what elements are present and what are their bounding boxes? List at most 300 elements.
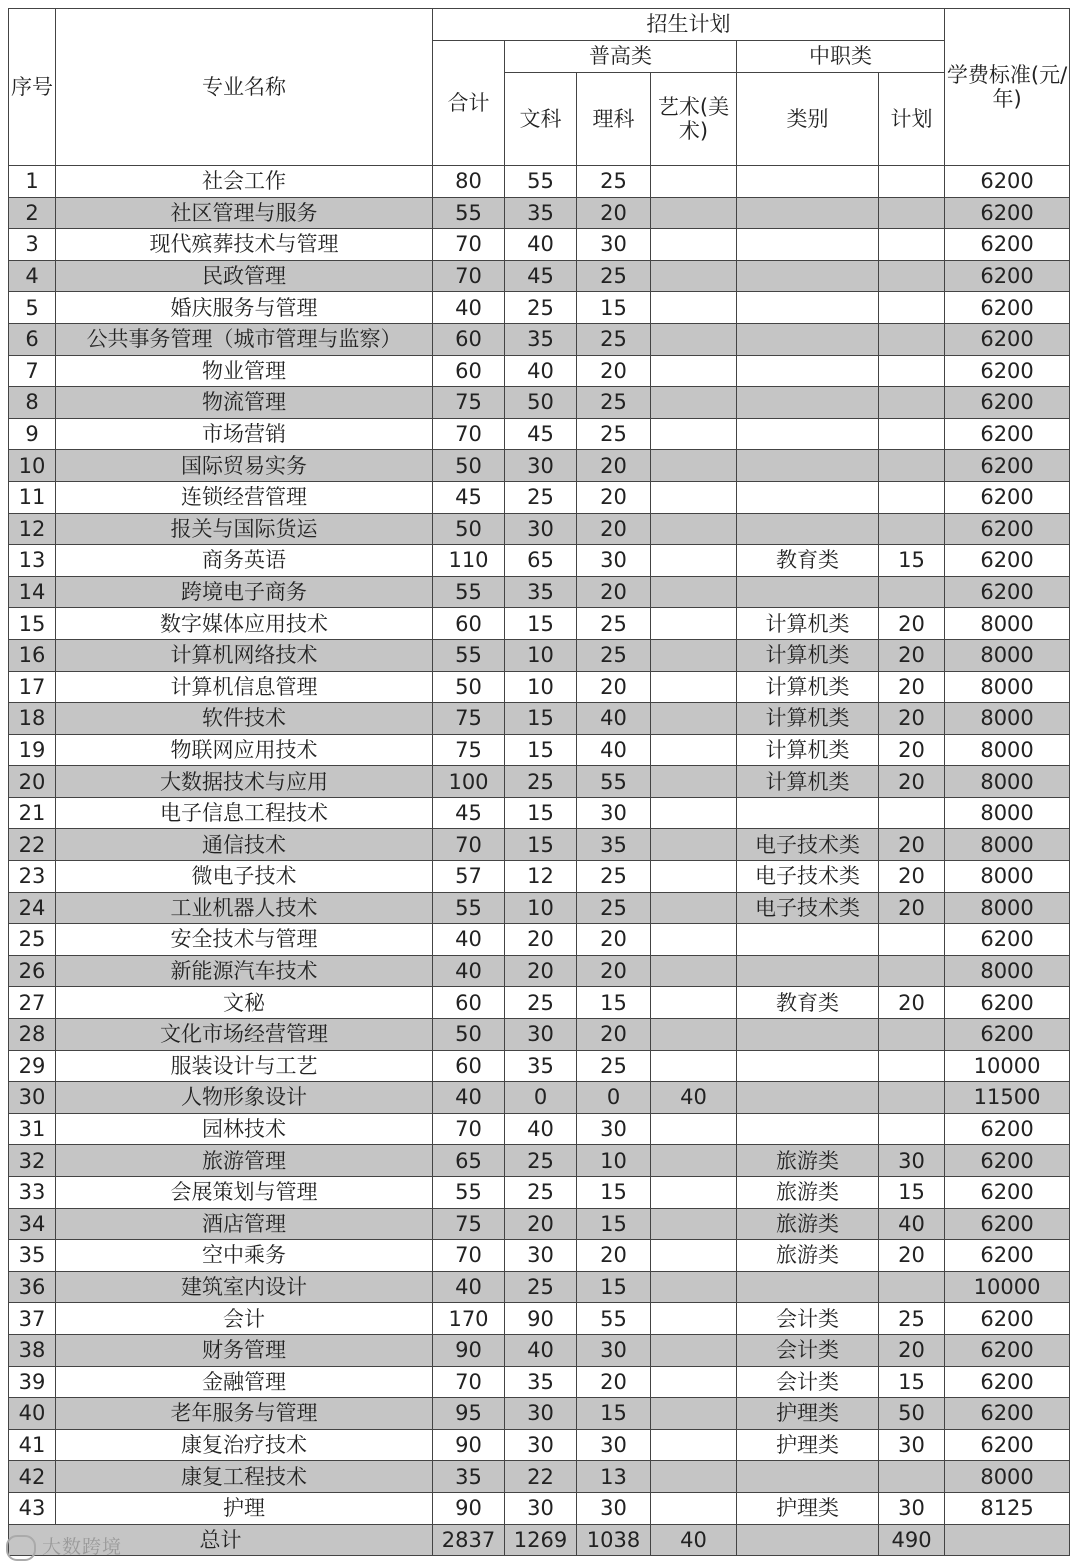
cell-science: 25 (577, 1050, 651, 1082)
cell-total: 55 (433, 576, 505, 608)
cell-no: 42 (9, 1461, 56, 1493)
cell-liberal: 30 (505, 450, 577, 482)
cell-category (737, 450, 879, 482)
cell-art (651, 734, 737, 766)
cell-fee: 8000 (945, 766, 1070, 798)
header-major: 专业名称 (56, 9, 433, 166)
cell-no: 26 (9, 955, 56, 987)
cell-art (651, 1240, 737, 1272)
cell-science: 20 (577, 1240, 651, 1272)
header-tuition: 学费标准(元/年) (945, 9, 1070, 166)
cell-plan: 25 (879, 1303, 945, 1335)
cell-category (737, 481, 879, 513)
cell-plan (879, 355, 945, 387)
cell-no: 7 (9, 355, 56, 387)
cell-major: 物联网应用技术 (56, 734, 433, 766)
cell-major: 旅游管理 (56, 1145, 433, 1177)
cell-category (737, 229, 879, 261)
cell-no: 31 (9, 1113, 56, 1145)
cell-category (737, 260, 879, 292)
cell-total: 75 (433, 703, 505, 735)
cell-major: 通信技术 (56, 829, 433, 861)
cell-no: 30 (9, 1082, 56, 1114)
cell-no: 32 (9, 1145, 56, 1177)
cell-liberal: 10 (505, 671, 577, 703)
cell-no: 35 (9, 1240, 56, 1272)
cell-fee: 8000 (945, 1461, 1070, 1493)
cell-plan: 30 (879, 1145, 945, 1177)
cell-fee: 6200 (945, 260, 1070, 292)
cell-science: 20 (577, 513, 651, 545)
cell-no: 25 (9, 924, 56, 956)
table-row (9, 639, 1070, 671)
cell-science: 40 (577, 734, 651, 766)
cell-total: 50 (433, 450, 505, 482)
cell-liberal: 40 (505, 229, 577, 261)
cell-major: 报关与国际货运 (56, 513, 433, 545)
cell-art (651, 1271, 737, 1303)
cell-science: 20 (577, 355, 651, 387)
cell-art (651, 513, 737, 545)
cell-category: 计算机类 (737, 766, 879, 798)
cell-fee: 8000 (945, 671, 1070, 703)
cell-no: 6 (9, 323, 56, 355)
cell-total: 75 (433, 1208, 505, 1240)
cell-science: 55 (577, 1303, 651, 1335)
cell-science: 13 (577, 1461, 651, 1493)
cell-major: 人物形象设计 (56, 1082, 433, 1114)
cell-total: 35 (433, 1461, 505, 1493)
cell-liberal: 25 (505, 766, 577, 798)
cell-major: 商务英语 (56, 545, 433, 577)
cell-no: 11 (9, 481, 56, 513)
cell-major: 老年服务与管理 (56, 1398, 433, 1430)
table-row (9, 924, 1070, 956)
cell-art (651, 355, 737, 387)
cell-science: 30 (577, 229, 651, 261)
cell-fee: 6200 (945, 292, 1070, 324)
cell-plan: 20 (879, 671, 945, 703)
totals-label: 总计 (9, 1524, 433, 1556)
cell-liberal: 25 (505, 987, 577, 1019)
cell-plan: 40 (879, 1208, 945, 1240)
cell-major: 公共事务管理（城市管理与监察） (56, 323, 433, 355)
cell-major: 计算机网络技术 (56, 639, 433, 671)
cell-total: 70 (433, 829, 505, 861)
cell-liberal: 0 (505, 1082, 577, 1114)
cell-fee: 10000 (945, 1050, 1070, 1082)
cell-science: 30 (577, 1334, 651, 1366)
cell-total: 55 (433, 1177, 505, 1209)
cell-fee: 6200 (945, 1240, 1070, 1272)
cell-art (651, 1366, 737, 1398)
cell-category: 会计类 (737, 1334, 879, 1366)
cell-art (651, 766, 737, 798)
cell-art (651, 387, 737, 419)
cell-plan (879, 513, 945, 545)
cell-fee: 8000 (945, 955, 1070, 987)
cell-major: 微电子技术 (56, 861, 433, 893)
cell-liberal: 25 (505, 1145, 577, 1177)
watermark-logo-icon (6, 1535, 36, 1561)
cell-liberal: 40 (505, 355, 577, 387)
cell-plan (879, 197, 945, 229)
cell-category (737, 1461, 879, 1493)
cell-total: 110 (433, 545, 505, 577)
cell-fee: 8000 (945, 703, 1070, 735)
cell-art (651, 1461, 737, 1493)
cell-liberal: 30 (505, 1492, 577, 1524)
cell-fee: 6200 (945, 387, 1070, 419)
cell-fee: 6200 (945, 1334, 1070, 1366)
table-row (9, 387, 1070, 419)
table-row (9, 1177, 1070, 1209)
cell-plan (879, 260, 945, 292)
cell-category (737, 355, 879, 387)
cell-major: 文秘 (56, 987, 433, 1019)
cell-plan: 15 (879, 1177, 945, 1209)
table-row (9, 1145, 1070, 1177)
cell-science: 55 (577, 766, 651, 798)
cell-plan (879, 1082, 945, 1114)
cell-no: 39 (9, 1366, 56, 1398)
cell-art (651, 166, 737, 198)
cell-fee: 6200 (945, 1303, 1070, 1335)
cell-total: 70 (433, 418, 505, 450)
cell-art (651, 703, 737, 735)
table-row (9, 166, 1070, 198)
cell-plan: 50 (879, 1398, 945, 1430)
cell-art (651, 955, 737, 987)
cell-fee: 8000 (945, 608, 1070, 640)
cell-fee: 6200 (945, 576, 1070, 608)
table-row (9, 734, 1070, 766)
cell-science: 15 (577, 292, 651, 324)
cell-major: 社会工作 (56, 166, 433, 198)
cell-liberal: 55 (505, 166, 577, 198)
cell-fee: 6200 (945, 418, 1070, 450)
cell-total: 80 (433, 166, 505, 198)
cell-no: 29 (9, 1050, 56, 1082)
header-art: 艺术(美术) (651, 73, 737, 166)
cell-fee: 8125 (945, 1492, 1070, 1524)
cell-fee: 6200 (945, 355, 1070, 387)
cell-total: 50 (433, 1019, 505, 1051)
cell-fee: 8000 (945, 892, 1070, 924)
table-row (9, 1271, 1070, 1303)
cell-category (737, 955, 879, 987)
totals-wen: 1269 (505, 1524, 577, 1556)
totals-plan: 490 (879, 1524, 945, 1556)
cell-no: 27 (9, 987, 56, 1019)
cell-plan (879, 323, 945, 355)
table-row (9, 955, 1070, 987)
cell-plan: 20 (879, 892, 945, 924)
totals-cat (737, 1524, 879, 1556)
cell-art (651, 1050, 737, 1082)
cell-science: 20 (577, 197, 651, 229)
table-row (9, 1461, 1070, 1493)
cell-total: 50 (433, 671, 505, 703)
cell-fee: 6200 (945, 450, 1070, 482)
cell-fee: 11500 (945, 1082, 1070, 1114)
cell-major: 大数据技术与应用 (56, 766, 433, 798)
cell-art (651, 987, 737, 1019)
cell-category (737, 166, 879, 198)
cell-major: 会展策划与管理 (56, 1177, 433, 1209)
table-row (9, 260, 1070, 292)
table-row (9, 481, 1070, 513)
cell-category (737, 323, 879, 355)
cell-total: 60 (433, 608, 505, 640)
cell-science: 0 (577, 1082, 651, 1114)
cell-plan: 20 (879, 639, 945, 671)
cell-no: 14 (9, 576, 56, 608)
cell-science: 25 (577, 892, 651, 924)
cell-category: 计算机类 (737, 703, 879, 735)
cell-no: 24 (9, 892, 56, 924)
watermark-text: 大数跨境 (42, 1536, 123, 1558)
cell-plan: 20 (879, 608, 945, 640)
cell-fee: 8000 (945, 829, 1070, 861)
cell-art (651, 1177, 737, 1209)
cell-category (737, 1019, 879, 1051)
cell-fee: 6200 (945, 1019, 1070, 1051)
cell-total: 90 (433, 1429, 505, 1461)
cell-category (737, 797, 879, 829)
cell-major: 市场营销 (56, 418, 433, 450)
cell-liberal: 30 (505, 513, 577, 545)
cell-major: 康复治疗技术 (56, 1429, 433, 1461)
cell-fee: 6200 (945, 1398, 1070, 1430)
cell-fee: 6200 (945, 924, 1070, 956)
cell-category (737, 387, 879, 419)
cell-major: 空中乘务 (56, 1240, 433, 1272)
cell-total: 60 (433, 987, 505, 1019)
cell-science: 20 (577, 450, 651, 482)
cell-category: 旅游类 (737, 1177, 879, 1209)
cell-total: 40 (433, 924, 505, 956)
cell-art (651, 323, 737, 355)
cell-science: 15 (577, 1271, 651, 1303)
header-total: 合计 (433, 41, 505, 166)
cell-category (737, 1050, 879, 1082)
cell-plan (879, 1461, 945, 1493)
cell-plan: 20 (879, 1240, 945, 1272)
cell-major: 电子信息工程技术 (56, 797, 433, 829)
cell-category (737, 292, 879, 324)
cell-science: 20 (577, 481, 651, 513)
cell-liberal: 30 (505, 1429, 577, 1461)
enrollment-table (8, 8, 1070, 1556)
cell-science: 40 (577, 703, 651, 735)
cell-art (651, 861, 737, 893)
cell-category: 旅游类 (737, 1240, 879, 1272)
cell-category: 护理类 (737, 1429, 879, 1461)
cell-major: 软件技术 (56, 703, 433, 735)
cell-category: 教育类 (737, 545, 879, 577)
table-row (9, 1303, 1070, 1335)
cell-science: 20 (577, 955, 651, 987)
table-row (9, 513, 1070, 545)
cell-fee: 6200 (945, 166, 1070, 198)
cell-category: 护理类 (737, 1398, 879, 1430)
cell-category (737, 1082, 879, 1114)
cell-no: 43 (9, 1492, 56, 1524)
cell-major: 物业管理 (56, 355, 433, 387)
cell-liberal: 25 (505, 292, 577, 324)
header-category: 类别 (737, 73, 879, 166)
cell-category (737, 513, 879, 545)
table-row (9, 292, 1070, 324)
cell-science: 25 (577, 387, 651, 419)
cell-no: 21 (9, 797, 56, 829)
cell-plan (879, 292, 945, 324)
totals-fee (945, 1524, 1070, 1556)
cell-art (651, 260, 737, 292)
cell-category (737, 1271, 879, 1303)
cell-liberal: 20 (505, 1208, 577, 1240)
cell-art (651, 292, 737, 324)
cell-science: 30 (577, 1492, 651, 1524)
cell-major: 国际贸易实务 (56, 450, 433, 482)
cell-plan (879, 387, 945, 419)
cell-art (651, 639, 737, 671)
cell-category: 计算机类 (737, 734, 879, 766)
cell-major: 工业机器人技术 (56, 892, 433, 924)
cell-plan: 30 (879, 1429, 945, 1461)
cell-art (651, 1208, 737, 1240)
cell-art: 40 (651, 1082, 737, 1114)
cell-plan (879, 1271, 945, 1303)
cell-art (651, 1019, 737, 1051)
cell-liberal: 65 (505, 545, 577, 577)
cell-no: 13 (9, 545, 56, 577)
cell-liberal: 12 (505, 861, 577, 893)
cell-art (651, 1429, 737, 1461)
header-science: 理科 (577, 73, 651, 166)
cell-category: 计算机类 (737, 639, 879, 671)
cell-major: 护理 (56, 1492, 433, 1524)
cell-no: 8 (9, 387, 56, 419)
cell-category (737, 924, 879, 956)
cell-no: 15 (9, 608, 56, 640)
table-row (9, 1208, 1070, 1240)
cell-plan (879, 166, 945, 198)
cell-liberal: 40 (505, 1113, 577, 1145)
table-row (9, 450, 1070, 482)
cell-no: 17 (9, 671, 56, 703)
cell-plan: 20 (879, 987, 945, 1019)
table-row (9, 608, 1070, 640)
table-row (9, 1082, 1070, 1114)
cell-total: 55 (433, 892, 505, 924)
cell-science: 35 (577, 829, 651, 861)
table-row (9, 355, 1070, 387)
cell-liberal: 10 (505, 892, 577, 924)
cell-fee: 6200 (945, 1113, 1070, 1145)
header-liberal: 文科 (505, 73, 577, 166)
cell-liberal: 50 (505, 387, 577, 419)
cell-major: 服装设计与工艺 (56, 1050, 433, 1082)
cell-no: 28 (9, 1019, 56, 1051)
cell-fee: 8000 (945, 861, 1070, 893)
cell-art (651, 1492, 737, 1524)
cell-fee: 6200 (945, 545, 1070, 577)
cell-total: 70 (433, 229, 505, 261)
cell-major: 计算机信息管理 (56, 671, 433, 703)
cell-plan (879, 450, 945, 482)
cell-major: 文化市场经营管理 (56, 1019, 433, 1051)
cell-liberal: 25 (505, 1271, 577, 1303)
table-row (9, 576, 1070, 608)
cell-category: 电子技术类 (737, 892, 879, 924)
cell-no: 19 (9, 734, 56, 766)
cell-science: 25 (577, 323, 651, 355)
cell-category: 旅游类 (737, 1208, 879, 1240)
cell-liberal: 35 (505, 1366, 577, 1398)
cell-plan (879, 576, 945, 608)
cell-no: 18 (9, 703, 56, 735)
cell-liberal: 10 (505, 639, 577, 671)
cell-fee: 6200 (945, 1145, 1070, 1177)
cell-total: 55 (433, 639, 505, 671)
cell-art (651, 197, 737, 229)
cell-total: 95 (433, 1398, 505, 1430)
cell-fee: 6200 (945, 197, 1070, 229)
cell-science: 15 (577, 1208, 651, 1240)
cell-no: 22 (9, 829, 56, 861)
cell-category: 会计类 (737, 1303, 879, 1335)
cell-science: 30 (577, 1429, 651, 1461)
cell-art (651, 229, 737, 261)
cell-art (651, 1303, 737, 1335)
cell-fee: 6200 (945, 987, 1070, 1019)
cell-science: 20 (577, 1366, 651, 1398)
cell-liberal: 35 (505, 576, 577, 608)
cell-category: 电子技术类 (737, 861, 879, 893)
table-row (9, 1366, 1070, 1398)
cell-total: 45 (433, 481, 505, 513)
cell-total: 55 (433, 197, 505, 229)
cell-major: 婚庆服务与管理 (56, 292, 433, 324)
cell-total: 40 (433, 292, 505, 324)
cell-total: 57 (433, 861, 505, 893)
cell-total: 40 (433, 955, 505, 987)
cell-category: 教育类 (737, 987, 879, 1019)
cell-fee: 8000 (945, 797, 1070, 829)
cell-major: 会计 (56, 1303, 433, 1335)
cell-total: 60 (433, 355, 505, 387)
cell-science: 25 (577, 260, 651, 292)
table-row (9, 797, 1070, 829)
cell-liberal: 25 (505, 1177, 577, 1209)
cell-major: 跨境电子商务 (56, 576, 433, 608)
cell-science: 20 (577, 576, 651, 608)
cell-no: 12 (9, 513, 56, 545)
cell-no: 9 (9, 418, 56, 450)
cell-no: 20 (9, 766, 56, 798)
cell-plan: 20 (879, 766, 945, 798)
cell-art (651, 481, 737, 513)
cell-science: 10 (577, 1145, 651, 1177)
cell-plan: 20 (879, 861, 945, 893)
table-row (9, 1398, 1070, 1430)
cell-liberal: 35 (505, 323, 577, 355)
totals-li: 1038 (577, 1524, 651, 1556)
cell-art (651, 1145, 737, 1177)
table-row (9, 861, 1070, 893)
